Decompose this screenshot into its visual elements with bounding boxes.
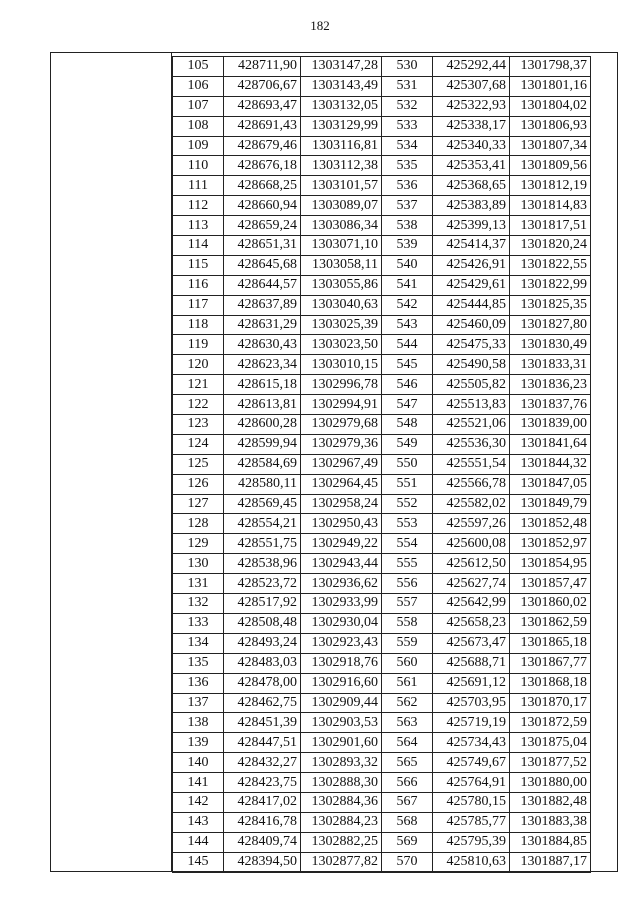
- y-coordinate-cell: 1302936,62: [301, 574, 382, 594]
- point-number-cell: 566: [382, 773, 433, 793]
- point-number-cell: 534: [382, 136, 433, 156]
- x-coordinate-cell: 428551,75: [224, 534, 301, 554]
- x-coordinate-cell: 428394,50: [224, 852, 301, 872]
- point-number-cell: 139: [173, 733, 224, 753]
- x-coordinate-cell: 425673,47: [433, 633, 510, 653]
- x-coordinate-cell: 428691,43: [224, 116, 301, 136]
- point-number-cell: 145: [173, 852, 224, 872]
- y-coordinate-cell: 1302893,32: [301, 753, 382, 773]
- y-coordinate-cell: 1301837,76: [510, 395, 591, 415]
- table-row: [173, 395, 591, 415]
- point-number-cell: 547: [382, 395, 433, 415]
- point-number-cell: 541: [382, 275, 433, 295]
- y-coordinate-cell: 1301875,04: [510, 733, 591, 753]
- x-coordinate-cell: 425612,50: [433, 554, 510, 574]
- x-coordinate-cell: 425600,08: [433, 534, 510, 554]
- table-row: [173, 773, 591, 793]
- y-coordinate-cell: 1301862,59: [510, 613, 591, 633]
- y-coordinate-cell: 1301812,19: [510, 176, 591, 196]
- y-coordinate-cell: 1301883,38: [510, 812, 591, 832]
- y-coordinate-cell: 1301867,77: [510, 653, 591, 673]
- x-coordinate-cell: 428580,11: [224, 474, 301, 494]
- y-coordinate-cell: 1301833,31: [510, 355, 591, 375]
- point-number-cell: 115: [173, 255, 224, 275]
- y-coordinate-cell: 1301884,85: [510, 832, 591, 852]
- y-coordinate-cell: 1301868,18: [510, 673, 591, 693]
- table-row: [173, 454, 591, 474]
- x-coordinate-cell: 428462,75: [224, 693, 301, 713]
- y-coordinate-cell: 1301836,23: [510, 375, 591, 395]
- point-number-cell: 136: [173, 673, 224, 693]
- point-number-cell: 126: [173, 474, 224, 494]
- point-number-cell: 545: [382, 355, 433, 375]
- table-row: [173, 434, 591, 454]
- y-coordinate-cell: 1302930,04: [301, 613, 382, 633]
- point-number-cell: 133: [173, 613, 224, 633]
- x-coordinate-cell: 425322,93: [433, 96, 510, 116]
- coordinates-table: [172, 56, 591, 873]
- x-coordinate-cell: 425703,95: [433, 693, 510, 713]
- point-number-cell: 128: [173, 514, 224, 534]
- y-coordinate-cell: 1302882,25: [301, 832, 382, 852]
- point-number-cell: 553: [382, 514, 433, 534]
- x-coordinate-cell: 428637,89: [224, 295, 301, 315]
- point-number-cell: 560: [382, 653, 433, 673]
- x-coordinate-cell: 425795,39: [433, 832, 510, 852]
- y-coordinate-cell: 1302884,23: [301, 812, 382, 832]
- x-coordinate-cell: 425399,13: [433, 216, 510, 236]
- point-number-cell: 114: [173, 236, 224, 256]
- y-coordinate-cell: 1301804,02: [510, 96, 591, 116]
- point-number-cell: 125: [173, 454, 224, 474]
- y-coordinate-cell: 1302933,99: [301, 594, 382, 614]
- x-coordinate-cell: 428711,90: [224, 57, 301, 77]
- y-coordinate-cell: 1301852,48: [510, 514, 591, 534]
- point-number-cell: 111: [173, 176, 224, 196]
- point-number-cell: 108: [173, 116, 224, 136]
- point-number-cell: 533: [382, 116, 433, 136]
- y-coordinate-cell: 1301817,51: [510, 216, 591, 236]
- point-number-cell: 134: [173, 633, 224, 653]
- y-coordinate-cell: 1301849,79: [510, 494, 591, 514]
- table-row: [173, 216, 591, 236]
- x-coordinate-cell: 428599,94: [224, 434, 301, 454]
- x-coordinate-cell: 425521,06: [433, 415, 510, 435]
- y-coordinate-cell: 1301827,80: [510, 315, 591, 335]
- y-coordinate-cell: 1302979,68: [301, 415, 382, 435]
- point-number-cell: 138: [173, 713, 224, 733]
- x-coordinate-cell: 428631,29: [224, 315, 301, 335]
- point-number-cell: 531: [382, 76, 433, 96]
- y-coordinate-cell: 1302950,43: [301, 514, 382, 534]
- x-coordinate-cell: 425810,63: [433, 852, 510, 872]
- y-coordinate-cell: 1302888,30: [301, 773, 382, 793]
- table-row: [173, 574, 591, 594]
- y-coordinate-cell: 1302964,45: [301, 474, 382, 494]
- y-coordinate-cell: 1303129,99: [301, 116, 382, 136]
- point-number-cell: 565: [382, 753, 433, 773]
- point-number-cell: 105: [173, 57, 224, 77]
- x-coordinate-cell: 425490,58: [433, 355, 510, 375]
- y-coordinate-cell: 1301807,34: [510, 136, 591, 156]
- x-coordinate-cell: 428517,92: [224, 594, 301, 614]
- x-coordinate-cell: 425658,23: [433, 613, 510, 633]
- x-coordinate-cell: 428679,46: [224, 136, 301, 156]
- x-coordinate-cell: 425460,09: [433, 315, 510, 335]
- x-coordinate-cell: 425429,61: [433, 275, 510, 295]
- y-coordinate-cell: 1302994,91: [301, 395, 382, 415]
- table-row: [173, 156, 591, 176]
- y-coordinate-cell: 1302903,53: [301, 713, 382, 733]
- point-number-cell: 140: [173, 753, 224, 773]
- point-number-cell: 546: [382, 375, 433, 395]
- x-coordinate-cell: 425627,74: [433, 574, 510, 594]
- table-row: [173, 315, 591, 335]
- point-number-cell: 536: [382, 176, 433, 196]
- x-coordinate-cell: 428417,02: [224, 792, 301, 812]
- x-coordinate-cell: 425475,33: [433, 335, 510, 355]
- table-row: [173, 375, 591, 395]
- x-coordinate-cell: 428554,21: [224, 514, 301, 534]
- y-coordinate-cell: 1301798,37: [510, 57, 591, 77]
- table-row: [173, 554, 591, 574]
- table-row: [173, 76, 591, 96]
- table-row: [173, 335, 591, 355]
- table-row: [173, 812, 591, 832]
- y-coordinate-cell: 1303071,10: [301, 236, 382, 256]
- table-row: [173, 514, 591, 534]
- point-number-cell: 561: [382, 673, 433, 693]
- x-coordinate-cell: 425719,19: [433, 713, 510, 733]
- empty-description-column: [50, 52, 172, 872]
- x-coordinate-cell: 425691,12: [433, 673, 510, 693]
- point-number-cell: 117: [173, 295, 224, 315]
- y-coordinate-cell: 1301820,24: [510, 236, 591, 256]
- point-number-cell: 564: [382, 733, 433, 753]
- table-row: [173, 713, 591, 733]
- point-number-cell: 130: [173, 554, 224, 574]
- y-coordinate-cell: 1301822,99: [510, 275, 591, 295]
- point-number-cell: 556: [382, 574, 433, 594]
- x-coordinate-cell: 428630,43: [224, 335, 301, 355]
- x-coordinate-cell: 425444,85: [433, 295, 510, 315]
- y-coordinate-cell: 1302967,49: [301, 454, 382, 474]
- y-coordinate-cell: 1302901,60: [301, 733, 382, 753]
- point-number-cell: 557: [382, 594, 433, 614]
- y-coordinate-cell: 1301857,47: [510, 574, 591, 594]
- y-coordinate-cell: 1303089,07: [301, 196, 382, 216]
- point-number-cell: 107: [173, 96, 224, 116]
- point-number-cell: 131: [173, 574, 224, 594]
- x-coordinate-cell: 428623,34: [224, 355, 301, 375]
- x-coordinate-cell: 425566,78: [433, 474, 510, 494]
- point-number-cell: 113: [173, 216, 224, 236]
- point-number-cell: 144: [173, 832, 224, 852]
- point-number-cell: 555: [382, 554, 433, 574]
- x-coordinate-cell: 425780,15: [433, 792, 510, 812]
- x-coordinate-cell: 428451,39: [224, 713, 301, 733]
- table-row: [173, 673, 591, 693]
- x-coordinate-cell: 425785,77: [433, 812, 510, 832]
- table-row: [173, 653, 591, 673]
- x-coordinate-cell: 428569,45: [224, 494, 301, 514]
- point-number-cell: 109: [173, 136, 224, 156]
- point-number-cell: 118: [173, 315, 224, 335]
- table-row: [173, 136, 591, 156]
- point-number-cell: 543: [382, 315, 433, 335]
- table-row: [173, 255, 591, 275]
- x-coordinate-cell: 428523,72: [224, 574, 301, 594]
- x-coordinate-cell: 425749,67: [433, 753, 510, 773]
- x-coordinate-cell: 428508,48: [224, 613, 301, 633]
- y-coordinate-cell: 1303010,15: [301, 355, 382, 375]
- y-coordinate-cell: 1301814,83: [510, 196, 591, 216]
- point-number-cell: 532: [382, 96, 433, 116]
- table-row: [173, 116, 591, 136]
- x-coordinate-cell: 425536,30: [433, 434, 510, 454]
- point-number-cell: 142: [173, 792, 224, 812]
- x-coordinate-cell: 428447,51: [224, 733, 301, 753]
- table-row: [173, 415, 591, 435]
- x-coordinate-cell: 425505,82: [433, 375, 510, 395]
- x-coordinate-cell: 428423,75: [224, 773, 301, 793]
- y-coordinate-cell: 1302877,82: [301, 852, 382, 872]
- point-number-cell: 127: [173, 494, 224, 514]
- point-number-cell: 120: [173, 355, 224, 375]
- x-coordinate-cell: 428493,24: [224, 633, 301, 653]
- x-coordinate-cell: 428416,78: [224, 812, 301, 832]
- y-coordinate-cell: 1302923,43: [301, 633, 382, 653]
- point-number-cell: 569: [382, 832, 433, 852]
- table-row: [173, 196, 591, 216]
- y-coordinate-cell: 1301822,55: [510, 255, 591, 275]
- point-number-cell: 119: [173, 335, 224, 355]
- x-coordinate-cell: 425353,41: [433, 156, 510, 176]
- x-coordinate-cell: 428659,24: [224, 216, 301, 236]
- coordinates-table-body: [173, 57, 591, 873]
- y-coordinate-cell: 1302943,44: [301, 554, 382, 574]
- y-coordinate-cell: 1302996,78: [301, 375, 382, 395]
- y-coordinate-cell: 1302979,36: [301, 434, 382, 454]
- point-number-cell: 567: [382, 792, 433, 812]
- x-coordinate-cell: 428693,47: [224, 96, 301, 116]
- table-row: [173, 753, 591, 773]
- y-coordinate-cell: 1301887,17: [510, 852, 591, 872]
- point-number-cell: 116: [173, 275, 224, 295]
- y-coordinate-cell: 1301854,95: [510, 554, 591, 574]
- x-coordinate-cell: 425764,91: [433, 773, 510, 793]
- point-number-cell: 141: [173, 773, 224, 793]
- x-coordinate-cell: 428644,57: [224, 275, 301, 295]
- y-coordinate-cell: 1301872,59: [510, 713, 591, 733]
- y-coordinate-cell: 1301809,56: [510, 156, 591, 176]
- table-row: [173, 832, 591, 852]
- table-row: [173, 57, 591, 77]
- y-coordinate-cell: 1301860,02: [510, 594, 591, 614]
- table-row: [173, 693, 591, 713]
- table-row: [173, 534, 591, 554]
- x-coordinate-cell: 428651,31: [224, 236, 301, 256]
- x-coordinate-cell: 425414,37: [433, 236, 510, 256]
- table-row: [173, 176, 591, 196]
- y-coordinate-cell: 1301847,05: [510, 474, 591, 494]
- point-number-cell: 135: [173, 653, 224, 673]
- y-coordinate-cell: 1301852,97: [510, 534, 591, 554]
- point-number-cell: 550: [382, 454, 433, 474]
- y-coordinate-cell: 1301865,18: [510, 633, 591, 653]
- y-coordinate-cell: 1301870,17: [510, 693, 591, 713]
- x-coordinate-cell: 428483,03: [224, 653, 301, 673]
- x-coordinate-cell: 425292,44: [433, 57, 510, 77]
- point-number-cell: 112: [173, 196, 224, 216]
- y-coordinate-cell: 1303132,05: [301, 96, 382, 116]
- point-number-cell: 570: [382, 852, 433, 872]
- table-row: [173, 594, 591, 614]
- y-coordinate-cell: 1303143,49: [301, 76, 382, 96]
- x-coordinate-cell: 428615,18: [224, 375, 301, 395]
- page-number: 182: [310, 18, 330, 33]
- y-coordinate-cell: 1301801,16: [510, 76, 591, 96]
- point-number-cell: 535: [382, 156, 433, 176]
- point-number-cell: 563: [382, 713, 433, 733]
- x-coordinate-cell: 425426,91: [433, 255, 510, 275]
- table-row: [173, 96, 591, 116]
- x-coordinate-cell: 425582,02: [433, 494, 510, 514]
- point-number-cell: 539: [382, 236, 433, 256]
- x-coordinate-cell: 428645,68: [224, 255, 301, 275]
- y-coordinate-cell: 1302916,60: [301, 673, 382, 693]
- table-row: [173, 852, 591, 872]
- y-coordinate-cell: 1303147,28: [301, 57, 382, 77]
- table-row: [173, 613, 591, 633]
- point-number-cell: 121: [173, 375, 224, 395]
- x-coordinate-cell: 428584,69: [224, 454, 301, 474]
- point-number-cell: 137: [173, 693, 224, 713]
- point-number-cell: 129: [173, 534, 224, 554]
- y-coordinate-cell: 1301830,49: [510, 335, 591, 355]
- point-number-cell: 540: [382, 255, 433, 275]
- y-coordinate-cell: 1302958,24: [301, 494, 382, 514]
- x-coordinate-cell: 425513,83: [433, 395, 510, 415]
- x-coordinate-cell: 428600,28: [224, 415, 301, 435]
- y-coordinate-cell: 1301844,32: [510, 454, 591, 474]
- point-number-cell: 559: [382, 633, 433, 653]
- y-coordinate-cell: 1303055,86: [301, 275, 382, 295]
- table-row: [173, 295, 591, 315]
- point-number-cell: 562: [382, 693, 433, 713]
- x-coordinate-cell: 428432,27: [224, 753, 301, 773]
- y-coordinate-cell: 1301841,64: [510, 434, 591, 454]
- y-coordinate-cell: 1303040,63: [301, 295, 382, 315]
- x-coordinate-cell: 425340,33: [433, 136, 510, 156]
- x-coordinate-cell: 428478,00: [224, 673, 301, 693]
- y-coordinate-cell: 1301882,48: [510, 792, 591, 812]
- point-number-cell: 548: [382, 415, 433, 435]
- table-row: [173, 236, 591, 256]
- table-row: [173, 633, 591, 653]
- point-number-cell: 143: [173, 812, 224, 832]
- point-number-cell: 542: [382, 295, 433, 315]
- point-number-cell: 122: [173, 395, 224, 415]
- point-number-cell: 132: [173, 594, 224, 614]
- point-number-cell: 552: [382, 494, 433, 514]
- x-coordinate-cell: 425307,68: [433, 76, 510, 96]
- y-coordinate-cell: 1301877,52: [510, 753, 591, 773]
- y-coordinate-cell: 1301880,00: [510, 773, 591, 793]
- point-number-cell: 537: [382, 196, 433, 216]
- point-number-cell: 568: [382, 812, 433, 832]
- x-coordinate-cell: 425734,43: [433, 733, 510, 753]
- x-coordinate-cell: 425597,26: [433, 514, 510, 534]
- x-coordinate-cell: 425368,65: [433, 176, 510, 196]
- x-coordinate-cell: 425642,99: [433, 594, 510, 614]
- x-coordinate-cell: 428676,18: [224, 156, 301, 176]
- y-coordinate-cell: 1303025,39: [301, 315, 382, 335]
- x-coordinate-cell: 428409,74: [224, 832, 301, 852]
- y-coordinate-cell: 1301806,93: [510, 116, 591, 136]
- y-coordinate-cell: 1303058,11: [301, 255, 382, 275]
- y-coordinate-cell: 1302909,44: [301, 693, 382, 713]
- point-number-cell: 549: [382, 434, 433, 454]
- table-row: [173, 733, 591, 753]
- y-coordinate-cell: 1302918,76: [301, 653, 382, 673]
- table-row: [173, 275, 591, 295]
- x-coordinate-cell: 428668,25: [224, 176, 301, 196]
- y-coordinate-cell: 1303101,57: [301, 176, 382, 196]
- point-number-cell: 106: [173, 76, 224, 96]
- point-number-cell: 538: [382, 216, 433, 236]
- point-number-cell: 124: [173, 434, 224, 454]
- x-coordinate-cell: 425688,71: [433, 653, 510, 673]
- y-coordinate-cell: 1303116,81: [301, 136, 382, 156]
- table-row: [173, 494, 591, 514]
- y-coordinate-cell: 1303086,34: [301, 216, 382, 236]
- x-coordinate-cell: 425551,54: [433, 454, 510, 474]
- x-coordinate-cell: 428538,96: [224, 554, 301, 574]
- y-coordinate-cell: 1303112,38: [301, 156, 382, 176]
- x-coordinate-cell: 425383,89: [433, 196, 510, 216]
- point-number-cell: 551: [382, 474, 433, 494]
- y-coordinate-cell: 1302884,36: [301, 792, 382, 812]
- point-number-cell: 530: [382, 57, 433, 77]
- table-row: [173, 792, 591, 812]
- y-coordinate-cell: 1303023,50: [301, 335, 382, 355]
- table-row: [173, 474, 591, 494]
- point-number-cell: 558: [382, 613, 433, 633]
- y-coordinate-cell: 1301825,35: [510, 295, 591, 315]
- table-row: [173, 355, 591, 375]
- y-coordinate-cell: 1302949,22: [301, 534, 382, 554]
- point-number-cell: 123: [173, 415, 224, 435]
- x-coordinate-cell: 428660,94: [224, 196, 301, 216]
- point-number-cell: 554: [382, 534, 433, 554]
- point-number-cell: 110: [173, 156, 224, 176]
- x-coordinate-cell: 428613,81: [224, 395, 301, 415]
- point-number-cell: 544: [382, 335, 433, 355]
- x-coordinate-cell: 428706,67: [224, 76, 301, 96]
- x-coordinate-cell: 425338,17: [433, 116, 510, 136]
- y-coordinate-cell: 1301839,00: [510, 415, 591, 435]
